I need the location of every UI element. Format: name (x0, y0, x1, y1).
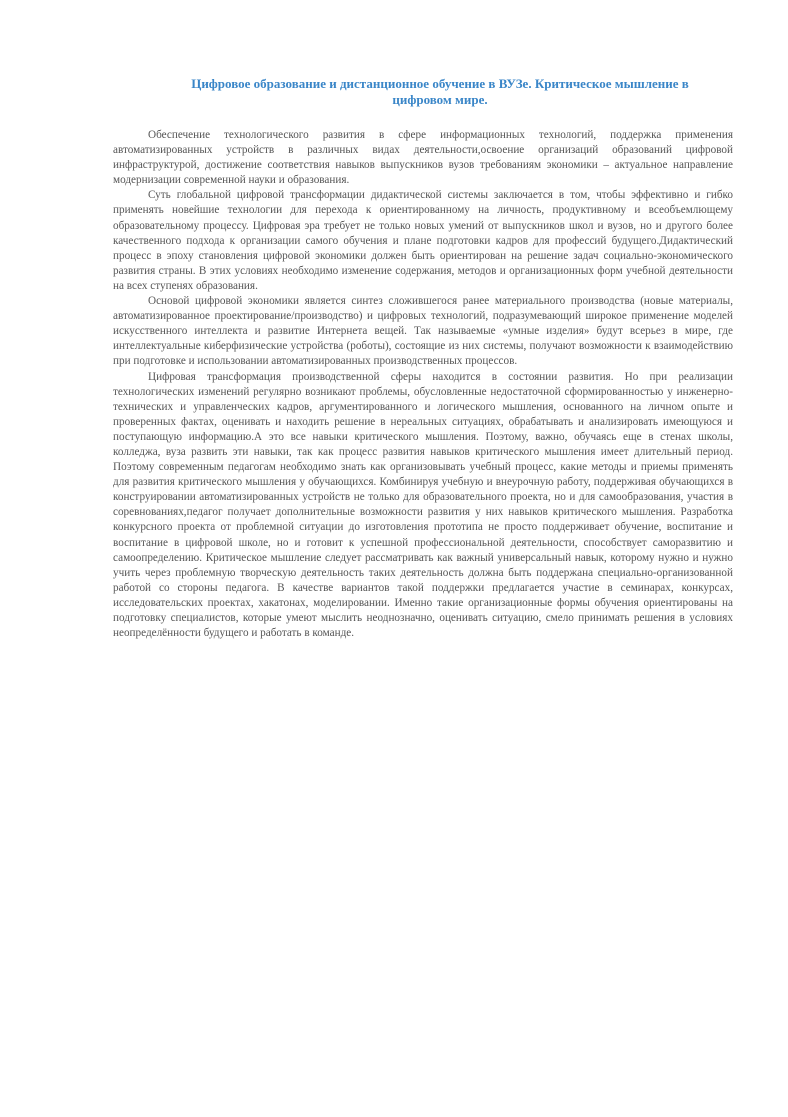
document-body (113, 128, 733, 641)
document-title: Цифровое образование и дистанционное обучение в ВУЗе. Критическое мышление в цифровом мире. (191, 76, 689, 107)
paragraph: Обеспечение технологического развития в сфере информационных технологий, поддержка применения автоматизированных устройств в различных видах деятельности,освоение организаций образований цифровой инфраструктурой, достижение соответствия навыков выпускников вузов требованиям экономики – актуальное направление модернизации современной науки и образования. (113, 129, 733, 187)
paragraph: Основой цифровой экономики является синтез сложившегося ранее материального производства (новые материалы, автоматизированное проектирование/производство) и цифровых технологий, подразумевающий широкое применение моделей искусственного интеллекта и развитие Интернета вещей. Так называемые «умные изделия» будут всерьез в мире, где интеллектуальные киберфизические устройства (роботы), состоящие из них системы, получают возможности к взаимодействию при подготовке и использовании автоматизированных производственных процессов. (113, 295, 733, 368)
paragraph: Цифровая трансформация производственной сферы находится в состоянии развития. Но при реализации технологических изменений регулярно возникают проблемы, обусловленные недостаточной сформированностью у инженерно-технических и управленческих кадров, аргументированного и логического мышления, основанного на личном опыте и проверенных фактах, оценивать и находить решение в нереальных ситуациях, обрабатывать и анализировать имеющуюся и поступающую информацию.А это все навыки критического мышления. Поэтому, важно, обучаясь еще в стенах школы, колледжа, вуза развить эти навыки, так как процесс развития навыков критического мышления имеет длительный период. Поэтому современным педагогам необходимо знать как организовывать учебный процесс, какие методы и приемы применять для развития критического мышления у обучающихся. Комбинируя учебную и внеурочную работу, поддерживая обучающихся в конструировании автоматизированных устройств не только для образовательного проекта, но и для самообразования, участия в соревнованиях,педагог получает дополнительные возможности развития у них навыков критического мышления. Разработка конкурсного проекта от проблемной ситуации до изготовления прототипа не просто поддерживает обучение, воспитание и воспитание в цифровой школе, но и готовит к успешной профессиональной деятельности, способствует саморазвитию и самоопределению. Критическое мышление следует рассматривать как важный универсальный навык, которому нужно и нужно учить через проблемную творческую деятельность таких деятельность должна быть поддержана специально-организованной работой со стороны педагога. В качестве вариантов такой поддержки предлагается участие в семинарах, конкурсах, исследовательских проектах, хакатонах, моделировании. Именно такие организационные формы обучения ориентированы на подготовку специалистов, которые умеют мыслить неоднозначно, оценивать ситуацию, смело принимать решения в условиях неопределённости будущего и работать в команде. (113, 370, 733, 640)
paragraph: Суть глобальной цифровой трансформации дидактической системы заключается в том, чтобы эффективно и гибко применять новейшие технологии для перехода к ориентированному на личность, продуктивному и всеобъемлющему образовательному процессу. Цифровая эра требует не только новых умений от выпускников школ и вузов, но и другого более качественного подхода к организации самого обучения и плане подготовки кадров для профессий будущего.Дидактический процесс в эпоху становления цифровой экономики должен быть ориентирован на решение задач социально-экономического развития страны. В этих условиях необходимо изменение содержания, методов и организационных форм учебной деятельности на всех ступенях образования. (113, 189, 733, 292)
